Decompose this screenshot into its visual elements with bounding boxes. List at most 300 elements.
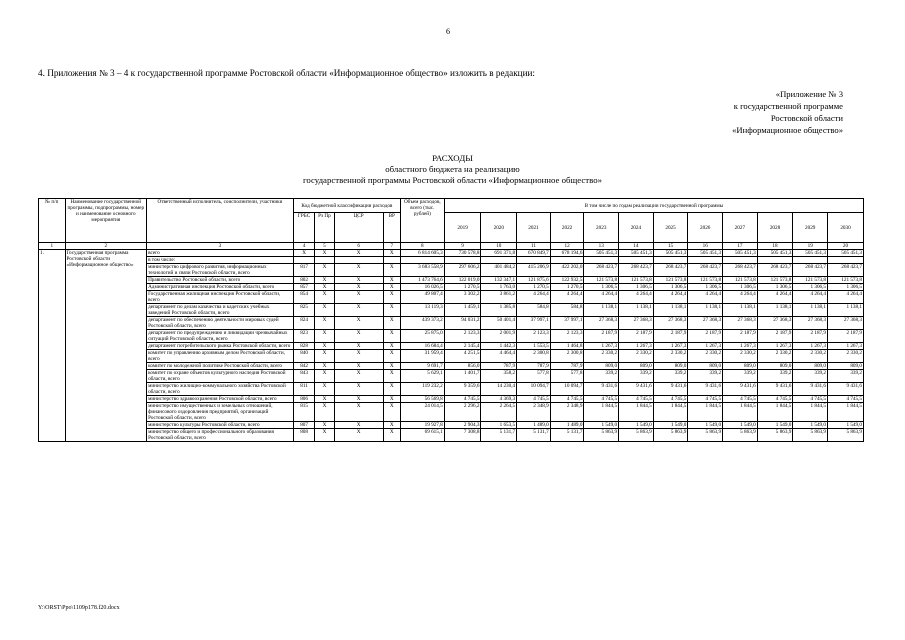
- vr-cell: X: [383, 317, 400, 330]
- executor-cell: департамент потребительского рынка Ростовской области, всего: [147, 343, 294, 350]
- year-value-cell: 121 875,6: [517, 277, 551, 284]
- column-number: 19: [793, 243, 828, 250]
- page-number: 6: [446, 27, 450, 36]
- csr-cell: X: [334, 403, 383, 422]
- executor-cell: всего: [147, 250, 294, 257]
- year-value-cell: 1 267,3: [723, 343, 758, 350]
- year-value-cell: 1 138,1: [828, 304, 864, 317]
- grbs-cell: 817: [293, 264, 314, 277]
- table-row: [39, 396, 864, 403]
- total-cell: 5 629,1: [400, 370, 444, 383]
- table-row: [39, 343, 864, 350]
- expenses-table: [38, 198, 864, 442]
- executor-cell: комитет по охране объектов культурного наследия Ростовской области, всего: [147, 370, 294, 383]
- year-value-cell: 809,0: [653, 363, 688, 370]
- year-value-cell: 505 451,3: [584, 250, 619, 257]
- rzpr-cell: X: [315, 284, 334, 291]
- executor-cell: департамент по делам казачества и кадетских учебных заведений Ростовской области, всего: [147, 304, 294, 317]
- executor-cell: министерство цифрового развития, информационных технологий и связи Ростовской области, всего: [147, 264, 294, 277]
- rzpr-cell: X: [315, 363, 334, 370]
- year-value-cell: 4 264,4: [584, 291, 619, 304]
- year-value-cell: 5 863,9: [653, 429, 688, 442]
- column-number: 4: [293, 243, 314, 250]
- year-value-cell: 1 763,0: [481, 284, 517, 291]
- total-cell: 119 232,2: [400, 383, 444, 396]
- year-value-cell: 856,0: [444, 363, 481, 370]
- executor-cell: министерство имущественных и земельных отношений, финансового оздоровления предприятий, организаций Ростовской области, всего: [147, 403, 294, 422]
- header-csr: ЦСР: [334, 213, 383, 243]
- csr-cell: X: [334, 383, 383, 396]
- year-value-cell: [481, 257, 517, 264]
- year-value-cell: 1 306,5: [619, 284, 654, 291]
- table-row: [39, 330, 864, 343]
- year-value-cell: 27 368,3: [584, 317, 619, 330]
- year-value-cell: 358,2: [481, 370, 517, 383]
- year-value-cell: 505 451,3: [828, 250, 864, 257]
- table-row: [39, 422, 864, 429]
- year-value-cell: 121 573,8: [828, 277, 864, 284]
- header-grbs: ГРБС: [293, 213, 314, 243]
- year-value-cell: 2 187,9: [688, 330, 723, 343]
- rzpr-cell: X: [315, 343, 334, 350]
- year-value-cell: 1 270,5: [550, 284, 584, 291]
- year-value-cell: 268 423,7: [723, 264, 758, 277]
- year-value-cell: 422 202,0: [550, 264, 584, 277]
- column-number: 10: [481, 243, 517, 250]
- header-executor: Ответственный исполнитель, соисполнители, участники: [147, 199, 294, 243]
- executor-cell: министерство культуры Ростовской области, всего: [147, 422, 294, 429]
- csr-cell: X: [334, 370, 383, 383]
- year-value-cell: 4 745,5: [550, 396, 584, 403]
- csr-cell: X: [334, 284, 383, 291]
- year-value-cell: 787,9: [481, 363, 517, 370]
- vr-cell: X: [383, 343, 400, 350]
- table-row: [39, 304, 864, 317]
- year-value-cell: 2 300,8: [517, 350, 551, 363]
- year-value-cell: 4 264,4: [793, 291, 828, 304]
- grbs-cell: 854: [293, 291, 314, 304]
- appendix-line: «Приложение № 3: [775, 89, 843, 99]
- year-value-cell: 5 131,7: [550, 429, 584, 442]
- year-value-cell: 1 267,3: [584, 343, 619, 350]
- column-number: 17: [723, 243, 758, 250]
- year-value-cell: 2 348,9: [517, 403, 551, 422]
- vr-cell: X: [383, 396, 400, 403]
- year-value-cell: 691 371,8: [481, 250, 517, 257]
- csr-cell: X: [334, 291, 383, 304]
- total-cell: 25 875,0: [400, 330, 444, 343]
- year-value-cell: 1 306,5: [688, 284, 723, 291]
- total-cell: 24 014,5: [400, 403, 444, 422]
- total-cell: 56 569,8: [400, 396, 444, 403]
- year-value-cell: 4 264,4: [757, 291, 793, 304]
- year-value-cell: 1 385,8: [481, 304, 517, 317]
- year-value-cell: 505 451,3: [653, 250, 688, 257]
- grbs-cell: 843: [293, 370, 314, 383]
- vr-cell: X: [383, 291, 400, 304]
- header-year: 2019: [444, 213, 481, 243]
- file-path-footer: Y:\ORST\Ppo\1109p178.f20.docx: [38, 605, 120, 611]
- year-value-cell: 5 863,9: [584, 429, 619, 442]
- year-value-cell: 5 863,9: [619, 429, 654, 442]
- year-value-cell: 787,9: [550, 363, 584, 370]
- total-cell: 19 927,8: [400, 422, 444, 429]
- rzpr-cell: X: [315, 396, 334, 403]
- executor-cell: Правительство Ростовской области, всего: [147, 277, 294, 284]
- executor-cell: Государственная жилищная инспекция Ростовской области, всего: [147, 291, 294, 304]
- year-value-cell: 4 369,3: [481, 396, 517, 403]
- year-value-cell: 5 131,7: [517, 429, 551, 442]
- vr-cell: X: [383, 403, 400, 422]
- year-value-cell: 809,0: [723, 363, 758, 370]
- year-value-cell: 1 138,1: [723, 304, 758, 317]
- year-value-cell: [619, 257, 654, 264]
- header-year: 2028: [757, 213, 793, 243]
- column-number: 16: [688, 243, 723, 250]
- year-value-cell: 4 745,5: [653, 396, 688, 403]
- header-name: Наименование государственной программы, подпрограммы, номер и наименование основного мероприятия: [65, 199, 147, 243]
- grbs-cell: 828: [293, 343, 314, 350]
- program-name: Государственная программа Ростовской области «Информационное общество»: [65, 250, 147, 442]
- year-value-cell: 14 230,4: [481, 383, 517, 396]
- year-value-cell: 268 423,7: [584, 264, 619, 277]
- document-title: [0, 153, 905, 186]
- year-value-cell: 1 844,5: [757, 403, 793, 422]
- header-year: 2021: [517, 213, 551, 243]
- header-total: Объем расходов, всего (тыс. рублей): [400, 199, 444, 243]
- year-value-cell: 4 745,5: [444, 396, 481, 403]
- year-value-cell: 1 306,5: [584, 284, 619, 291]
- rzpr-cell: X: [315, 304, 334, 317]
- year-value-cell: 2 145,4: [444, 343, 481, 350]
- table-row: [39, 350, 864, 363]
- table-row: [39, 317, 864, 330]
- year-value-cell: [517, 257, 551, 264]
- year-value-cell: 10 094,7: [550, 383, 584, 396]
- year-value-cell: [757, 257, 793, 264]
- year-value-cell: 2 330,2: [688, 350, 723, 363]
- year-value-cell: 1 844,5: [653, 403, 688, 422]
- year-value-cell: 1 844,5: [619, 403, 654, 422]
- year-value-cell: 1 549,0: [828, 422, 864, 429]
- header-year: 2024: [619, 213, 654, 243]
- year-value-cell: 2 187,9: [584, 330, 619, 343]
- year-value-cell: 339,2: [653, 370, 688, 383]
- year-value-cell: 339,2: [793, 370, 828, 383]
- table-row: [39, 284, 864, 291]
- year-value-cell: 268 423,7: [793, 264, 828, 277]
- year-value-cell: 10 094,7: [517, 383, 551, 396]
- vr-cell: X: [383, 250, 400, 257]
- year-value-cell: [653, 257, 688, 264]
- vr-cell: X: [383, 363, 400, 370]
- header-year: 2030: [828, 213, 864, 243]
- column-number: 8: [400, 243, 444, 250]
- title-line: государственной программы Ростовской области «Информационное общество»: [302, 175, 603, 185]
- year-value-cell: 2 330,2: [757, 350, 793, 363]
- year-value-cell: 9 431,6: [723, 383, 758, 396]
- table-row: [39, 257, 864, 264]
- rzpr-cell: X: [315, 429, 334, 442]
- year-value-cell: 9 431,6: [757, 383, 793, 396]
- grbs-cell: 857: [293, 284, 314, 291]
- column-number: 9: [444, 243, 481, 250]
- year-value-cell: 2 123,3: [517, 330, 551, 343]
- year-value-cell: 4 745,5: [723, 396, 758, 403]
- year-value-cell: 5 863,9: [793, 429, 828, 442]
- year-value-cell: 2 123,3: [550, 330, 584, 343]
- year-value-cell: [723, 257, 758, 264]
- year-value-cell: 1 464,8: [550, 343, 584, 350]
- year-value-cell: 584,8: [550, 304, 584, 317]
- grbs-cell: 802: [293, 277, 314, 284]
- year-value-cell: 2 348,9: [550, 403, 584, 422]
- column-number: 2: [65, 243, 147, 250]
- year-value-cell: 1 270,5: [444, 284, 481, 291]
- grbs-cell: [293, 257, 314, 264]
- year-value-cell: 2 187,9: [793, 330, 828, 343]
- column-number: 7: [383, 243, 400, 250]
- year-value-cell: 1 138,1: [653, 304, 688, 317]
- year-value-cell: 505 451,3: [793, 250, 828, 257]
- year-value-cell: 1 267,3: [688, 343, 723, 350]
- year-value-cell: 339,2: [584, 370, 619, 383]
- year-value-cell: 9 431,6: [793, 383, 828, 396]
- year-value-cell: 268 423,7: [828, 264, 864, 277]
- year-value-cell: 2 187,9: [828, 330, 864, 343]
- year-value-cell: 27 368,3: [688, 317, 723, 330]
- year-value-cell: 2 904,3: [444, 422, 481, 429]
- csr-cell: X: [334, 343, 383, 350]
- year-value-cell: 2 330,2: [619, 350, 654, 363]
- rzpr-cell: X: [315, 383, 334, 396]
- year-value-cell: 4 745,5: [793, 396, 828, 403]
- year-value-cell: 1 489,0: [517, 422, 551, 429]
- year-value-cell: [584, 257, 619, 264]
- year-value-cell: 7 308,8: [444, 429, 481, 442]
- year-value-cell: 4 745,5: [828, 396, 864, 403]
- year-value-cell: 2 001,9: [481, 330, 517, 343]
- column-number: 6: [334, 243, 383, 250]
- csr-cell: X: [334, 429, 383, 442]
- grbs-cell: 823: [293, 330, 314, 343]
- year-value-cell: 1 267,3: [619, 343, 654, 350]
- year-value-cell: 2 330,2: [653, 350, 688, 363]
- year-value-cell: 1 549,0: [793, 422, 828, 429]
- grbs-cell: 807: [293, 422, 314, 429]
- year-value-cell: 505 451,3: [757, 250, 793, 257]
- year-value-cell: 4 264,4: [550, 291, 584, 304]
- column-number: 13: [584, 243, 619, 250]
- executor-cell: Административная инспекция Ростовской области, всего: [147, 284, 294, 291]
- csr-cell: X: [334, 350, 383, 363]
- year-value-cell: 415 206,9: [517, 264, 551, 277]
- year-value-cell: [793, 257, 828, 264]
- year-value-cell: [550, 257, 584, 264]
- header-budget-code: Код бюджетной классификации расходов: [293, 199, 400, 213]
- csr-cell: X: [334, 277, 383, 284]
- grbs-cell: 825: [293, 304, 314, 317]
- total-cell: 9 691,7: [400, 363, 444, 370]
- appendix-line: Ростовской области: [770, 113, 843, 123]
- year-value-cell: 2 296,2: [444, 403, 481, 422]
- header-years: В том числе по годам реализации государственной программы: [444, 199, 863, 213]
- grbs-cell: 824: [293, 317, 314, 330]
- year-value-cell: 1 549,0: [723, 422, 758, 429]
- year-value-cell: 2 330,2: [723, 350, 758, 363]
- year-value-cell: 9 431,6: [584, 383, 619, 396]
- year-value-cell: 121 573,8: [723, 277, 758, 284]
- rzpr-cell: X: [315, 317, 334, 330]
- csr-cell: [334, 257, 383, 264]
- year-value-cell: 1 270,5: [517, 284, 551, 291]
- year-value-cell: 1 844,5: [793, 403, 828, 422]
- vr-cell: X: [383, 277, 400, 284]
- header-rzpr: Рз Пр: [315, 213, 334, 243]
- grbs-cell: 811: [293, 383, 314, 396]
- year-value-cell: 297 606,2: [444, 264, 481, 277]
- year-value-cell: 505 451,3: [619, 250, 654, 257]
- header-year: 2026: [688, 213, 723, 243]
- grbs-cell: 840: [293, 350, 314, 363]
- grbs-cell: 806: [293, 396, 314, 403]
- year-value-cell: 50 401,4: [481, 317, 517, 330]
- year-value-cell: 121 573,8: [619, 277, 654, 284]
- header-year: 2029: [793, 213, 828, 243]
- year-value-cell: 27 368,3: [757, 317, 793, 330]
- grbs-cell: 842: [293, 363, 314, 370]
- year-value-cell: 584,8: [517, 304, 551, 317]
- year-value-cell: 4 745,5: [584, 396, 619, 403]
- year-value-cell: 809,0: [584, 363, 619, 370]
- year-value-cell: 1 401,7: [444, 370, 481, 383]
- rzpr-cell: X: [315, 403, 334, 422]
- year-value-cell: 1 138,1: [793, 304, 828, 317]
- year-value-cell: 1 267,3: [653, 343, 688, 350]
- year-value-cell: 1 267,3: [793, 343, 828, 350]
- year-value-cell: 339,2: [619, 370, 654, 383]
- column-number: 15: [653, 243, 688, 250]
- column-number: 20: [828, 243, 864, 250]
- year-value-cell: 4 264,4: [517, 291, 551, 304]
- year-value-cell: 401 484,2: [481, 264, 517, 277]
- rzpr-cell: X: [315, 330, 334, 343]
- vr-cell: X: [383, 429, 400, 442]
- executor-cell: в том числе:: [147, 257, 294, 264]
- header-year: 2022: [550, 213, 584, 243]
- csr-cell: X: [334, 396, 383, 403]
- csr-cell: X: [334, 317, 383, 330]
- executor-cell: комитет по молодежной политике Ростовской области, всего: [147, 363, 294, 370]
- year-value-cell: 4 264,4: [828, 291, 864, 304]
- header-num: № п/п: [39, 199, 66, 243]
- year-value-cell: 1 549,0: [757, 422, 793, 429]
- csr-cell: X: [334, 363, 383, 370]
- year-value-cell: 2 330,2: [793, 350, 828, 363]
- year-value-cell: 94 031,2: [444, 317, 481, 330]
- year-value-cell: 1 138,1: [688, 304, 723, 317]
- rzpr-cell: X: [315, 350, 334, 363]
- year-value-cell: 4 464,4: [481, 350, 517, 363]
- total-cell: 69 615,1: [400, 429, 444, 442]
- year-value-cell: 2 187,9: [619, 330, 654, 343]
- year-value-cell: 1 306,5: [828, 284, 864, 291]
- header-year: 2025: [653, 213, 688, 243]
- rzpr-cell: [315, 257, 334, 264]
- year-value-cell: 4 251,5: [444, 350, 481, 363]
- year-value-cell: 5 131,7: [481, 429, 517, 442]
- year-value-cell: 505 451,3: [723, 250, 758, 257]
- appendix-header: [732, 88, 843, 136]
- year-value-cell: 37 997,1: [550, 317, 584, 330]
- csr-cell: X: [334, 330, 383, 343]
- year-value-cell: [688, 257, 723, 264]
- grbs-cell: 815: [293, 403, 314, 422]
- year-value-cell: 1 549,0: [619, 422, 654, 429]
- year-value-cell: 4 745,5: [517, 396, 551, 403]
- title-line: областного бюджета на реализацию: [385, 164, 520, 174]
- year-value-cell: 2 187,9: [653, 330, 688, 343]
- year-value-cell: 268 423,7: [757, 264, 793, 277]
- table-row: [39, 363, 864, 370]
- year-value-cell: 1 653,5: [481, 422, 517, 429]
- total-cell: 3 683 558,9: [400, 264, 444, 277]
- title-line: РАСХОДЫ: [432, 153, 473, 163]
- year-value-cell: 27 368,3: [828, 317, 864, 330]
- year-value-cell: 4 745,5: [688, 396, 723, 403]
- year-value-cell: 809,0: [828, 363, 864, 370]
- year-value-cell: 132 347,1: [481, 277, 517, 284]
- year-value-cell: 9 431,6: [653, 383, 688, 396]
- intro-text: 4. Приложения № 3 – 4 к государственной программе Ростовской области «Информационное общество» изложить в редакции:: [38, 68, 535, 78]
- rzpr-cell: X: [315, 291, 334, 304]
- year-value-cell: 1 138,1: [619, 304, 654, 317]
- program-number: 1.: [39, 250, 66, 442]
- column-number: 3: [147, 243, 294, 250]
- table-row: [39, 250, 864, 257]
- year-value-cell: 5 863,9: [688, 429, 723, 442]
- rzpr-cell: X: [315, 370, 334, 383]
- year-value-cell: 121 573,8: [584, 277, 619, 284]
- year-value-cell: 4 264,4: [653, 291, 688, 304]
- year-value-cell: 339,2: [828, 370, 864, 383]
- year-value-cell: [444, 257, 481, 264]
- year-value-cell: 268 423,7: [619, 264, 654, 277]
- csr-cell: X: [334, 422, 383, 429]
- column-number: 5: [315, 243, 334, 250]
- table-row: [39, 277, 864, 284]
- grbs-cell: 808: [293, 429, 314, 442]
- total-cell: 439 373,2: [400, 317, 444, 330]
- year-value-cell: 1 844,5: [723, 403, 758, 422]
- year-value-cell: 27 368,3: [619, 317, 654, 330]
- year-value-cell: 122 932,5: [550, 277, 584, 284]
- year-value-cell: 27 368,3: [723, 317, 758, 330]
- header-year: 2020: [481, 213, 517, 243]
- year-value-cell: 2 300,8: [550, 350, 584, 363]
- year-value-cell: 787,9: [517, 363, 551, 370]
- grbs-cell: X: [293, 250, 314, 257]
- year-value-cell: 121 573,8: [793, 277, 828, 284]
- year-value-cell: 4 264,4: [723, 291, 758, 304]
- year-value-cell: 9 431,6: [619, 383, 654, 396]
- year-value-cell: [828, 257, 864, 264]
- vr-cell: X: [383, 422, 400, 429]
- executor-cell: департамент по предупреждению и ликвидации чрезвычайных ситуаций Ростовской области, всего: [147, 330, 294, 343]
- year-value-cell: 268 423,7: [688, 264, 723, 277]
- year-value-cell: 1 267,3: [757, 343, 793, 350]
- rzpr-cell: X: [315, 250, 334, 257]
